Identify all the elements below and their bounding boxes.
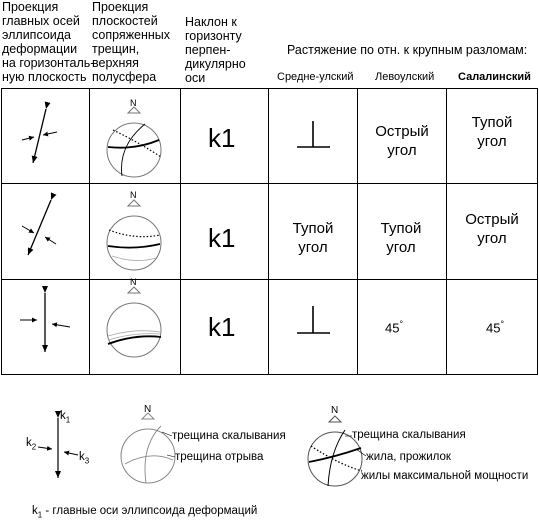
subheader-sredne-ulsky: Средне-улский	[277, 71, 354, 83]
row2-levoulsky-value: Тупой угол	[380, 220, 422, 256]
legend-shear-fracture-1: трещина скалывания	[172, 430, 286, 442]
row3-salalinsky-angle: 45°	[486, 319, 505, 336]
header-fracture-planes: Проекция плоскостей сопряженных трещин, верхняя полусфера	[92, 0, 171, 84]
legend-max-vein: жилы максимальной мощности	[361, 470, 529, 482]
row3-tilt-value: k1	[208, 312, 236, 342]
header-axes-projection: Проекция главных осей эллипсоида деформации на горизонталь- ную плоскость	[2, 0, 95, 84]
legend-k2-label: $k_2$	[26, 437, 37, 452]
row1-tilt-value: k1	[208, 123, 236, 153]
north-label-row3: N	[130, 277, 137, 287]
perpendicular-symbol-row1	[297, 121, 330, 147]
row2-salalinsky-value: Острый угол	[465, 211, 519, 247]
north-label-row1: N	[130, 98, 137, 108]
legend-stereonet-1	[121, 413, 175, 483]
perpendicular-symbol-row3	[297, 306, 330, 333]
header-extension-group: Растяжение по отн. к крупным разломам:	[287, 43, 528, 57]
stereonet-row2	[107, 200, 161, 270]
legend-north-label-1: N	[144, 404, 152, 415]
axes-row3	[20, 293, 70, 352]
row1-levoulsky-value: Острый угол	[375, 123, 429, 159]
axes-row1	[22, 109, 57, 163]
axes-row2	[22, 200, 56, 255]
subheader-salalinsky: Салалинский	[458, 71, 531, 83]
north-label-row2: N	[130, 190, 137, 200]
legend-north-label-2: N	[331, 405, 339, 416]
legend-axes-note: $k_1$ - главные оси эллипсоида деформаций	[32, 505, 258, 520]
legend-axes-drawing	[38, 418, 78, 478]
legend-shear-fracture-2: трещина скалывания	[352, 429, 466, 441]
row3-levoulsky-angle: 45°	[385, 319, 404, 336]
legend-stereonet-2	[308, 416, 366, 486]
row1-salalinsky-value: Тупой угол	[471, 114, 513, 150]
header-tilt: Наклон к горизонту перпен- дикулярно оси	[185, 15, 246, 85]
subheader-levoulsky: Левоулский	[375, 71, 435, 83]
legend-k1-label: $k_1$	[60, 410, 71, 425]
stereonet-row1	[107, 107, 161, 177]
stereonet-row3	[107, 287, 161, 357]
legend-k3-label: $k_3$	[79, 451, 90, 466]
row2-tilt-value: k1	[208, 223, 236, 253]
legend-tension-fracture: трещина отрыва	[175, 451, 264, 463]
legend-vein: жила, прожилок	[366, 451, 451, 463]
row2-sredne-ulsky-value: Тупой угол	[292, 220, 334, 256]
